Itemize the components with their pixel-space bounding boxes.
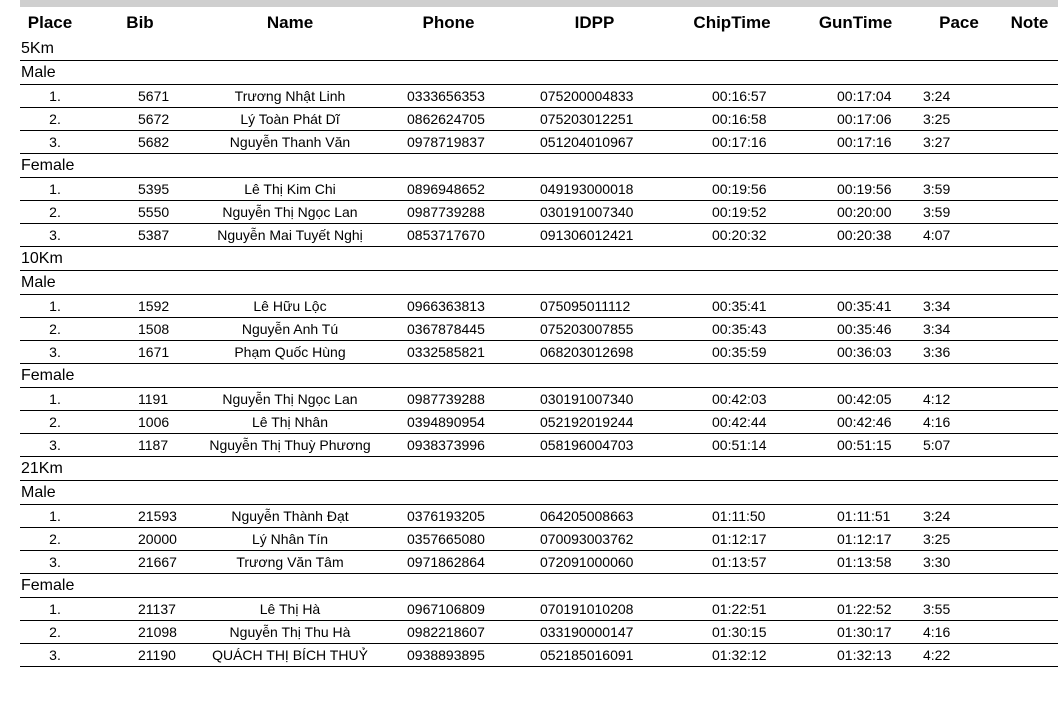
cell-idpp: 075095011112 [517,295,672,318]
cell-pace: 3:36 [919,341,999,364]
cell-bib: 1592 [80,295,200,318]
cell-chip: 00:35:59 [672,341,792,364]
cell-phone: 0938373996 [380,434,517,457]
cell-phone: 0987739288 [380,201,517,224]
cell-bib: 21098 [80,621,200,644]
cell-pace: 4:16 [919,411,999,434]
cell-pace: 3:59 [919,201,999,224]
distance-group-row [20,457,1058,481]
cell-gun: 00:35:46 [792,318,919,341]
cell-gun: 01:22:52 [792,598,919,621]
cell-phone: 0853717670 [380,224,517,247]
cell-place: 1. [20,295,80,318]
cell-note [999,505,1058,528]
cell-chip: 01:22:51 [672,598,792,621]
cell-idpp: 075203007855 [517,318,672,341]
cell-chip: 00:17:16 [672,131,792,154]
cell-chip: 00:19:56 [672,178,792,201]
cell-place: 2. [20,318,80,341]
cell-bib: 5671 [80,85,200,108]
cell-name: Nguyễn Thành Đạt [200,505,380,528]
results-table [20,8,1058,667]
cell-bib: 21137 [80,598,200,621]
cell-phone: 0862624705 [380,108,517,131]
table-row [20,621,1058,644]
cell-note [999,295,1058,318]
col-header-note: Note [1010,12,1049,32]
cell-phone: 0332585821 [380,341,517,364]
cell-gun: 00:35:41 [792,295,919,318]
table-row [20,528,1058,551]
category-group-row [20,364,1058,388]
cell-gun: 00:17:04 [792,85,919,108]
category-group-row [20,154,1058,178]
cell-gun: 01:11:51 [792,505,919,528]
cell-phone: 0938893895 [380,644,517,667]
cell-gun: 00:17:16 [792,131,919,154]
cell-chip: 00:42:03 [672,388,792,411]
cell-chip: 00:20:32 [672,224,792,247]
table-row [20,224,1058,247]
cell-place: 1. [20,388,80,411]
cell-bib: 21667 [80,551,200,574]
table-row [20,341,1058,364]
cell-pace: 3:27 [919,131,999,154]
cell-name: Trương Văn Tâm [200,551,380,574]
cell-gun: 00:51:15 [792,434,919,457]
cell-place: 3. [20,551,80,574]
cell-idpp: 030191007340 [517,388,672,411]
cell-place: 2. [20,201,80,224]
cell-chip: 00:19:52 [672,201,792,224]
cell-name: Lê Thị Nhân [200,411,380,434]
table-row [20,644,1058,667]
cell-note [999,621,1058,644]
col-header-place: Place [27,12,73,32]
cell-place: 2. [20,528,80,551]
cell-bib: 5672 [80,108,200,131]
cell-pace: 3:34 [919,318,999,341]
col-header-bib: Bib [126,12,154,32]
cell-phone: 0982218607 [380,621,517,644]
cell-note [999,131,1058,154]
cell-pace: 3:34 [919,295,999,318]
cell-chip: 00:35:43 [672,318,792,341]
cell-idpp: 058196004703 [517,434,672,457]
cell-chip: 00:16:58 [672,108,792,131]
cell-gun: 00:20:38 [792,224,919,247]
cell-place: 1. [20,85,80,108]
category-group-row [20,481,1058,505]
cell-gun: 01:13:58 [792,551,919,574]
cell-phone: 0978719837 [380,131,517,154]
distance-label: 21Km [20,457,1058,481]
cell-place: 3. [20,644,80,667]
cell-name: Nguyễn Thị Thuỳ Phương [200,434,380,457]
cell-gun: 01:32:13 [792,644,919,667]
table-row [20,598,1058,621]
cell-pace: 3:24 [919,85,999,108]
cell-chip: 00:16:57 [672,85,792,108]
cell-idpp: 052185016091 [517,644,672,667]
category-label: Female [20,154,1058,178]
cell-pace: 4:16 [919,621,999,644]
cell-name: Trương Nhật Linh [200,85,380,108]
category-label: Male [20,271,1058,295]
cell-pace: 3:25 [919,528,999,551]
cell-note [999,85,1058,108]
cell-idpp: 075203012251 [517,108,672,131]
cell-pace: 3:24 [919,505,999,528]
cell-phone: 0367878445 [380,318,517,341]
cell-phone: 0394890954 [380,411,517,434]
results-body [20,37,1058,667]
table-row [20,388,1058,411]
cell-pace: 3:55 [919,598,999,621]
cell-gun: 01:12:17 [792,528,919,551]
cell-idpp: 091306012421 [517,224,672,247]
cell-pace: 3:30 [919,551,999,574]
table-row [20,108,1058,131]
cell-pace: 4:12 [919,388,999,411]
cell-note [999,434,1058,457]
cell-bib: 5682 [80,131,200,154]
cell-note [999,551,1058,574]
table-row [20,178,1058,201]
cell-phone: 0357665080 [380,528,517,551]
cell-gun: 00:36:03 [792,341,919,364]
cell-bib: 20000 [80,528,200,551]
cell-pace: 4:07 [919,224,999,247]
cell-bib: 1006 [80,411,200,434]
col-header-phone: Phone [422,12,475,32]
cell-note [999,528,1058,551]
cell-phone: 0967106809 [380,598,517,621]
cell-name: Nguyễn Thị Ngọc Lan [200,388,380,411]
cell-note [999,108,1058,131]
cell-chip: 00:35:41 [672,295,792,318]
cell-note [999,411,1058,434]
cell-chip: 01:32:12 [672,644,792,667]
cell-phone: 0987739288 [380,388,517,411]
cell-pace: 5:07 [919,434,999,457]
cell-name: Nguyễn Thị Thu Hà [200,621,380,644]
cell-name: Nguyễn Thanh Văn [200,131,380,154]
category-label: Female [20,364,1058,388]
table-row [20,551,1058,574]
cell-place: 1. [20,598,80,621]
category-group-row [20,574,1058,598]
category-group-row [20,61,1058,85]
table-row [20,295,1058,318]
cell-idpp: 072091000060 [517,551,672,574]
cell-name: Nguyễn Thị Ngọc Lan [200,201,380,224]
distance-group-row [20,247,1058,271]
cell-name: Lý Nhân Tín [200,528,380,551]
cell-place: 3. [20,131,80,154]
cell-name: Nguyễn Anh Tú [200,318,380,341]
cell-place: 3. [20,224,80,247]
cell-note [999,201,1058,224]
table-row [20,318,1058,341]
col-header-pace: Pace [939,12,979,32]
category-group-row [20,271,1058,295]
cell-pace: 3:59 [919,178,999,201]
distance-label: 5Km [20,37,1058,61]
cell-name: QUÁCH THỊ BÍCH THUỶ [200,644,380,667]
cell-bib: 1187 [80,434,200,457]
cell-bib: 1508 [80,318,200,341]
cell-chip: 00:51:14 [672,434,792,457]
cell-chip: 01:13:57 [672,551,792,574]
col-header-guntime: GunTime [818,12,893,32]
cell-note [999,224,1058,247]
cell-place: 2. [20,621,80,644]
col-header-chiptime: ChipTime [693,12,771,32]
cell-phone: 0333656353 [380,85,517,108]
cell-name: Lý Toàn Phát Dĩ [200,108,380,131]
cell-gun: 00:20:00 [792,201,919,224]
cell-place: 1. [20,178,80,201]
col-header-idpp: IDPP [574,12,615,32]
table-row [20,85,1058,108]
table-row [20,505,1058,528]
cell-gun: 01:30:17 [792,621,919,644]
table-row [20,131,1058,154]
cell-bib: 5395 [80,178,200,201]
distance-group-row [20,37,1058,61]
cell-bib: 21190 [80,644,200,667]
cell-gun: 00:42:46 [792,411,919,434]
cell-idpp: 070191010208 [517,598,672,621]
cell-gun: 00:17:06 [792,108,919,131]
category-label: Male [20,481,1058,505]
category-label: Male [20,61,1058,85]
cell-idpp: 030191007340 [517,201,672,224]
cell-chip: 00:42:44 [672,411,792,434]
cell-chip: 01:11:50 [672,505,792,528]
cell-note [999,341,1058,364]
cell-phone: 0376193205 [380,505,517,528]
distance-label: 10Km [20,247,1058,271]
cell-name: Lê Thị Kim Chi [200,178,380,201]
cell-idpp: 070093003762 [517,528,672,551]
cell-idpp: 051204010967 [517,131,672,154]
cell-name: Lê Hữu Lộc [200,295,380,318]
cell-idpp: 068203012698 [517,341,672,364]
cell-place: 3. [20,434,80,457]
table-row [20,411,1058,434]
cell-bib: 21593 [80,505,200,528]
cell-phone: 0966363813 [380,295,517,318]
cell-note [999,178,1058,201]
cell-idpp: 064205008663 [517,505,672,528]
cell-note [999,318,1058,341]
cell-idpp: 075200004833 [517,85,672,108]
cell-bib: 1671 [80,341,200,364]
top-rule [20,0,1058,7]
cell-chip: 01:30:15 [672,621,792,644]
cell-place: 2. [20,411,80,434]
cell-idpp: 052192019244 [517,411,672,434]
table-row [20,201,1058,224]
cell-note [999,598,1058,621]
cell-name: Phạm Quốc Hùng [200,341,380,364]
cell-place: 3. [20,341,80,364]
table-row [20,434,1058,457]
cell-bib: 5387 [80,224,200,247]
cell-place: 1. [20,505,80,528]
cell-bib: 1191 [80,388,200,411]
cell-chip: 01:12:17 [672,528,792,551]
cell-name: Nguyễn Mai Tuyết Nghị [200,224,380,247]
cell-phone: 0896948652 [380,178,517,201]
header-row [20,8,1058,37]
cell-idpp: 049193000018 [517,178,672,201]
cell-name: Lê Thị Hà [200,598,380,621]
cell-bib: 5550 [80,201,200,224]
cell-pace: 3:25 [919,108,999,131]
cell-note [999,388,1058,411]
category-label: Female [20,574,1058,598]
cell-place: 2. [20,108,80,131]
cell-pace: 4:22 [919,644,999,667]
cell-phone: 0971862864 [380,551,517,574]
cell-idpp: 033190000147 [517,621,672,644]
col-header-name: Name [266,12,314,32]
cell-note [999,644,1058,667]
cell-gun: 00:42:05 [792,388,919,411]
cell-gun: 00:19:56 [792,178,919,201]
